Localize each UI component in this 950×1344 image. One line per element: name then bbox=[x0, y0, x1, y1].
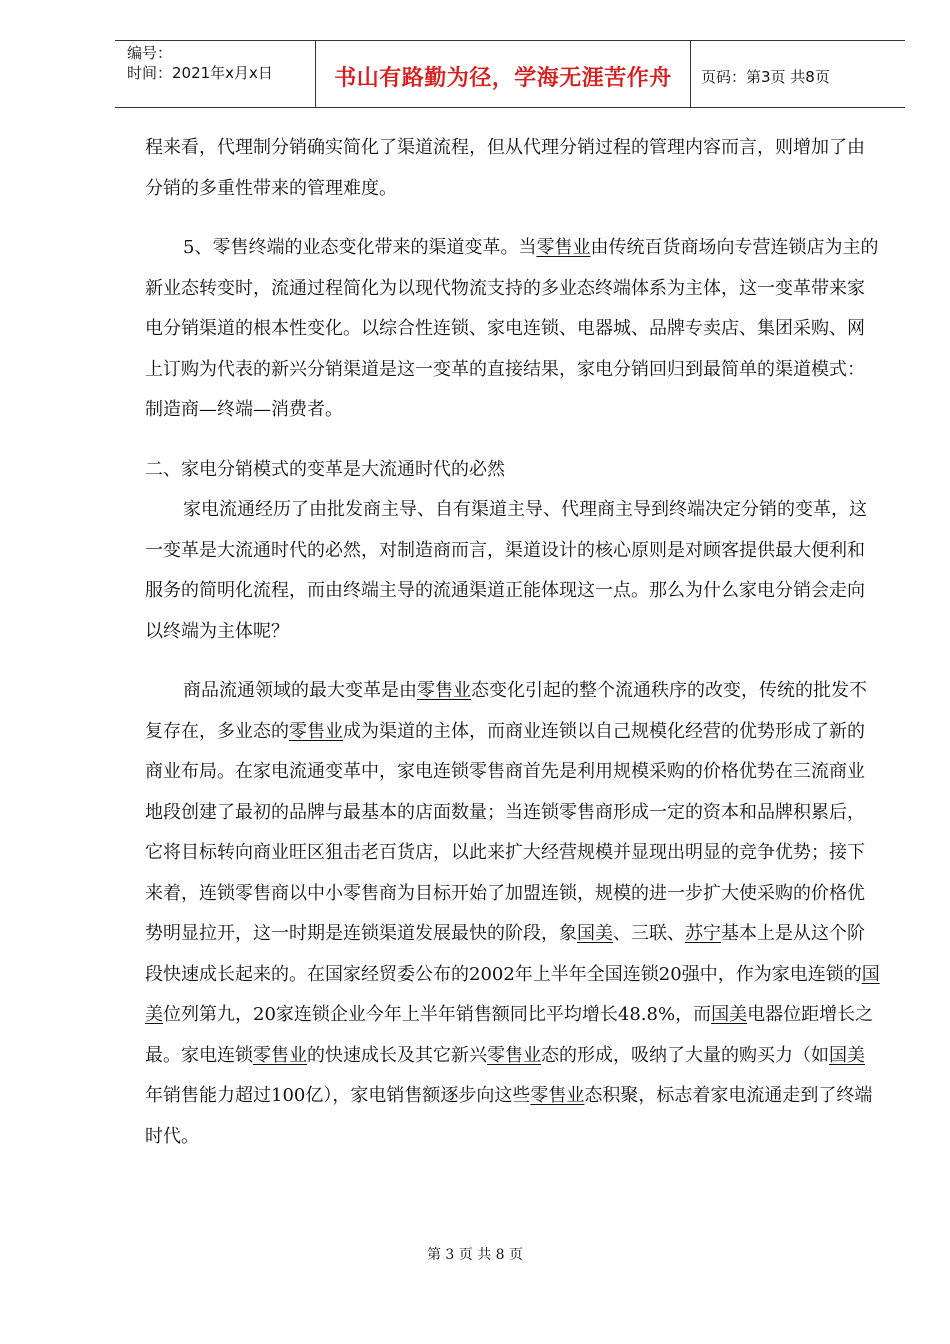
paragraph-1: 程来看，代理制分销确实简化了渠道流程，但从代理分销过程的管理内容而言，则增加了由分销的多重性带来的管理难度。 bbox=[145, 137, 865, 199]
paragraph-3: 家电流通经历了由批发商主导、自有渠道主导、代理商主导到终端决定分销的变革，这一变革是大流通时代的必然，对制造商而言，渠道设计的核心原则是对顾客提供最大便利和服务的简明化流程，而由终端主导的流通渠道正能体现这一点。那么为什么家电分销会走向以终端为主体呢？ bbox=[145, 499, 867, 642]
underlined-term: 国美 bbox=[829, 1044, 865, 1066]
paragraph-4: 商品流通领域的最大变革是由零售业态变化引起的整个流通秩序的改变，传统的批发不复存在，多业态的零售业成为渠道的主体，而商业连锁以自己规模化经营的优势形成了新的商业布局。在家电流通变革中，家电连锁零售商首先是利用规模采购的价格优势在三流商业地段创建了最初的品牌与最基本的店面数量；当连锁零售商形成一定的资本和品牌积累后，它将目标转向商业旺区狙击老百货店，以此来扩大经营规模并显现出明显的竞争优势；接下来着，连锁零售商以中小零售商为目标开始了加盟连锁，规模的进一步扩大使采购的价格优势明显拉开，这一时期是连锁渠道发展最快的阶段，象国美、三联、苏宁基本上是从这个阶段快速成长起来的。在国家经贸委公布的2002年上半年全国连锁20强中，作为家电连锁的国美位列第九，20家连锁企业今年上半年销售额同比平均增长48.8%，而国美电器位距增长之最。家电连锁零售业的快速成长及其它新兴零售业态的形成，吸纳了大量的购买力（如国美年销售能力超过100亿），家电销售额逐步向这些零售业态积聚，标志着家电流通走到了终端时代。 bbox=[145, 680, 880, 1147]
header-motto: 书山有路勤为径，学海无涯苦作舟 bbox=[316, 41, 691, 107]
section-heading: 二、家电分销模式的变革是大流通时代的必然 bbox=[145, 458, 505, 480]
underlined-term: 零售业 bbox=[253, 1044, 307, 1066]
document-time-label: 时间：2021年x月x日 bbox=[127, 64, 273, 82]
underlined-term: 国美 bbox=[145, 963, 880, 1025]
document-body bbox=[145, 128, 880, 1157]
page-header bbox=[115, 40, 905, 108]
underlined-term: 国美 bbox=[577, 923, 613, 944]
header-meta bbox=[115, 41, 316, 107]
underlined-term: 零售业 bbox=[487, 1044, 541, 1066]
page-footer: 第 3 页 共 8 页 bbox=[426, 1247, 524, 1263]
underlined-term: 零售业 bbox=[417, 680, 471, 701]
underlined-term: 国美 bbox=[711, 1004, 748, 1025]
paragraph-2: 5、零售终端的业态变化带来的渠道变革。当零售业由传统百货商场向专营连锁店为主的新业态转变时，流通过程简化为以现代物流支持的多业态终端体系为主体，这一变革带来家电分销渠道的根本性变化。以综合性连锁、家电连锁、电器城、品牌专卖店、集团采购、网上订购为代表的新兴分销渠道是这一变革的直接结果，家电分销回归到最简单的渠道模式：制造商—终端—消费者。 bbox=[145, 237, 879, 420]
underlined-term: 苏宁 bbox=[685, 923, 721, 944]
underlined-term: 零售业 bbox=[536, 237, 591, 258]
header-page-info: 页码：第3页 共8页 bbox=[701, 67, 830, 86]
document-number-label: 编号： bbox=[127, 44, 173, 62]
underlined-term: 零售业 bbox=[289, 720, 343, 742]
underlined-term: 零售业 bbox=[530, 1085, 585, 1106]
